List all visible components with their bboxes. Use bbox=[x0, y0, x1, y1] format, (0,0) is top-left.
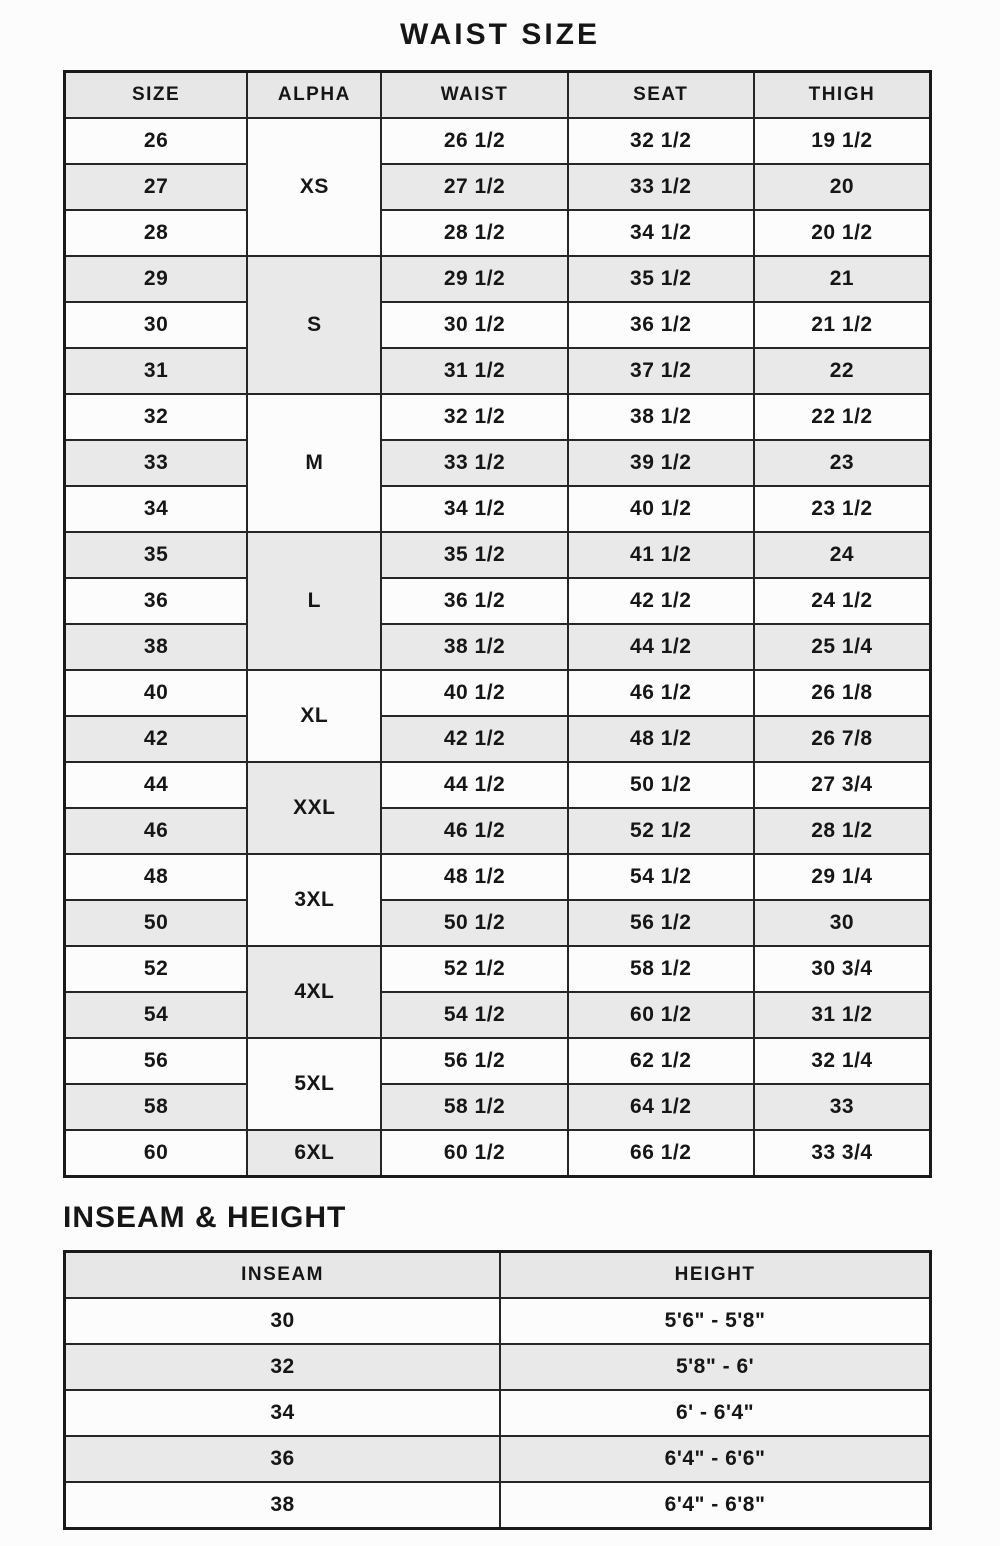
waist-cell: 31 1/2 bbox=[381, 348, 567, 394]
alpha-cell: 4XL bbox=[247, 946, 381, 1038]
waist-cell: 40 1/2 bbox=[381, 670, 567, 716]
thigh-cell: 32 1/4 bbox=[754, 1038, 931, 1084]
inseam-cell: 32 bbox=[65, 1344, 501, 1390]
thigh-cell: 21 bbox=[754, 256, 931, 302]
thigh-cell: 20 1/2 bbox=[754, 210, 931, 256]
alpha-cell: XL bbox=[247, 670, 381, 762]
seat-cell: 38 1/2 bbox=[568, 394, 754, 440]
thigh-cell: 29 1/4 bbox=[754, 854, 931, 900]
header-row bbox=[65, 72, 931, 119]
seat-cell: 42 1/2 bbox=[568, 578, 754, 624]
thigh-cell: 24 1/2 bbox=[754, 578, 931, 624]
height-cell: 5'6" - 5'8" bbox=[500, 1298, 930, 1344]
table-row bbox=[65, 1038, 931, 1084]
alpha-cell: L bbox=[247, 532, 381, 670]
seat-cell: 48 1/2 bbox=[568, 716, 754, 762]
height-cell: 5'8" - 6' bbox=[500, 1344, 930, 1390]
thigh-cell: 27 3/4 bbox=[754, 762, 931, 808]
header-cell-size: SIZE bbox=[65, 72, 248, 119]
table-row bbox=[65, 302, 931, 348]
thigh-cell: 23 bbox=[754, 440, 931, 486]
header-cell-inseam: INSEAM bbox=[65, 1252, 501, 1299]
size-cell: 30 bbox=[65, 302, 248, 348]
height-cell: 6'4" - 6'8" bbox=[500, 1482, 930, 1529]
waist-cell: 32 1/2 bbox=[381, 394, 567, 440]
table-row bbox=[65, 946, 931, 992]
waist-cell: 27 1/2 bbox=[381, 164, 567, 210]
seat-cell: 41 1/2 bbox=[568, 532, 754, 578]
table-row bbox=[65, 1084, 931, 1130]
table-row bbox=[65, 210, 931, 256]
seat-cell: 39 1/2 bbox=[568, 440, 754, 486]
seat-cell: 37 1/2 bbox=[568, 348, 754, 394]
table-row bbox=[65, 808, 931, 854]
size-cell: 54 bbox=[65, 992, 248, 1038]
seat-cell: 32 1/2 bbox=[568, 118, 754, 164]
size-cell: 27 bbox=[65, 164, 248, 210]
seat-cell: 56 1/2 bbox=[568, 900, 754, 946]
waist-cell: 30 1/2 bbox=[381, 302, 567, 348]
thigh-cell: 28 1/2 bbox=[754, 808, 931, 854]
waist-cell: 54 1/2 bbox=[381, 992, 567, 1038]
seat-cell: 35 1/2 bbox=[568, 256, 754, 302]
thigh-cell: 33 3/4 bbox=[754, 1130, 931, 1177]
seat-cell: 52 1/2 bbox=[568, 808, 754, 854]
waist-size-title: WAIST SIZE bbox=[399, 18, 600, 51]
inseam-cell: 36 bbox=[65, 1436, 501, 1482]
thigh-cell: 26 7/8 bbox=[754, 716, 931, 762]
waist-cell: 29 1/2 bbox=[381, 256, 567, 302]
alpha-cell: S bbox=[247, 256, 381, 394]
size-cell: 44 bbox=[65, 762, 248, 808]
inseam-height-table bbox=[63, 1250, 932, 1530]
alpha-cell: 5XL bbox=[247, 1038, 381, 1130]
size-cell: 28 bbox=[65, 210, 248, 256]
table-row bbox=[65, 532, 931, 578]
alpha-cell: 3XL bbox=[247, 854, 381, 946]
table-row bbox=[65, 624, 931, 670]
seat-cell: 44 1/2 bbox=[568, 624, 754, 670]
size-cell: 58 bbox=[65, 1084, 248, 1130]
table-row bbox=[65, 992, 931, 1038]
thigh-cell: 30 3/4 bbox=[754, 946, 931, 992]
height-cell: 6'4" - 6'6" bbox=[500, 1436, 930, 1482]
waist-cell: 60 1/2 bbox=[381, 1130, 567, 1177]
size-cell: 26 bbox=[65, 118, 248, 164]
size-cell: 56 bbox=[65, 1038, 248, 1084]
table-row bbox=[65, 348, 931, 394]
inseam-cell: 30 bbox=[65, 1298, 501, 1344]
inseam-cell: 34 bbox=[65, 1390, 501, 1436]
thigh-cell: 24 bbox=[754, 532, 931, 578]
thigh-cell: 20 bbox=[754, 164, 931, 210]
size-cell: 32 bbox=[65, 394, 248, 440]
header-cell-thigh: THIGH bbox=[754, 72, 931, 119]
table-row bbox=[65, 486, 931, 532]
seat-cell: 58 1/2 bbox=[568, 946, 754, 992]
alpha-cell: M bbox=[247, 394, 381, 532]
thigh-cell: 31 1/2 bbox=[754, 992, 931, 1038]
alpha-cell: XXL bbox=[247, 762, 381, 854]
size-cell: 52 bbox=[65, 946, 248, 992]
seat-cell: 66 1/2 bbox=[568, 1130, 754, 1177]
size-cell: 33 bbox=[65, 440, 248, 486]
table-row bbox=[65, 118, 931, 164]
waist-cell: 38 1/2 bbox=[381, 624, 567, 670]
header-row bbox=[65, 1252, 931, 1299]
waist-cell: 58 1/2 bbox=[381, 1084, 567, 1130]
table-row bbox=[65, 1482, 931, 1529]
size-cell: 34 bbox=[65, 486, 248, 532]
seat-cell: 33 1/2 bbox=[568, 164, 754, 210]
thigh-cell: 21 1/2 bbox=[754, 302, 931, 348]
waist-cell: 28 1/2 bbox=[381, 210, 567, 256]
seat-cell: 60 1/2 bbox=[568, 992, 754, 1038]
table-row bbox=[65, 854, 931, 900]
thigh-cell: 19 1/2 bbox=[754, 118, 931, 164]
alpha-cell: XS bbox=[247, 118, 381, 256]
size-cell: 31 bbox=[65, 348, 248, 394]
waist-cell: 56 1/2 bbox=[381, 1038, 567, 1084]
table-row bbox=[65, 900, 931, 946]
table-row bbox=[65, 670, 931, 716]
table-row bbox=[65, 256, 931, 302]
header-cell-seat: SEAT bbox=[568, 72, 754, 119]
table-row bbox=[65, 1130, 931, 1177]
seat-cell: 36 1/2 bbox=[568, 302, 754, 348]
thigh-cell: 25 1/4 bbox=[754, 624, 931, 670]
height-cell: 6' - 6'4" bbox=[500, 1390, 930, 1436]
waist-cell: 50 1/2 bbox=[381, 900, 567, 946]
thigh-cell: 23 1/2 bbox=[754, 486, 931, 532]
thigh-cell: 22 bbox=[754, 348, 931, 394]
seat-cell: 50 1/2 bbox=[568, 762, 754, 808]
waist-cell: 46 1/2 bbox=[381, 808, 567, 854]
seat-cell: 46 1/2 bbox=[568, 670, 754, 716]
table-row bbox=[65, 1298, 931, 1344]
waist-cell: 48 1/2 bbox=[381, 854, 567, 900]
size-cell: 40 bbox=[65, 670, 248, 716]
size-cell: 46 bbox=[65, 808, 248, 854]
seat-cell: 64 1/2 bbox=[568, 1084, 754, 1130]
size-cell: 50 bbox=[65, 900, 248, 946]
alpha-cell: 6XL bbox=[247, 1130, 381, 1177]
waist-cell: 52 1/2 bbox=[381, 946, 567, 992]
thigh-cell: 33 bbox=[754, 1084, 931, 1130]
size-cell: 48 bbox=[65, 854, 248, 900]
table-row bbox=[65, 1344, 931, 1390]
seat-cell: 34 1/2 bbox=[568, 210, 754, 256]
table-row bbox=[65, 578, 931, 624]
size-cell: 36 bbox=[65, 578, 248, 624]
header-cell-alpha: ALPHA bbox=[247, 72, 381, 119]
thigh-cell: 26 1/8 bbox=[754, 670, 931, 716]
table-row bbox=[65, 716, 931, 762]
header-cell-waist: WAIST bbox=[381, 72, 567, 119]
waist-size-table bbox=[63, 70, 932, 1178]
thigh-cell: 30 bbox=[754, 900, 931, 946]
size-cell: 42 bbox=[65, 716, 248, 762]
inseam-height-title: INSEAM & HEIGHT bbox=[63, 1201, 347, 1234]
size-cell: 35 bbox=[65, 532, 248, 578]
table-row bbox=[65, 394, 931, 440]
seat-cell: 62 1/2 bbox=[568, 1038, 754, 1084]
waist-cell: 44 1/2 bbox=[381, 762, 567, 808]
waist-cell: 36 1/2 bbox=[381, 578, 567, 624]
thigh-cell: 22 1/2 bbox=[754, 394, 931, 440]
table-row bbox=[65, 440, 931, 486]
inseam-cell: 38 bbox=[65, 1482, 501, 1529]
table-row bbox=[65, 1390, 931, 1436]
table-row bbox=[65, 164, 931, 210]
waist-cell: 26 1/2 bbox=[381, 118, 567, 164]
waist-cell: 35 1/2 bbox=[381, 532, 567, 578]
seat-cell: 40 1/2 bbox=[568, 486, 754, 532]
waist-cell: 33 1/2 bbox=[381, 440, 567, 486]
size-cell: 29 bbox=[65, 256, 248, 302]
waist-cell: 42 1/2 bbox=[381, 716, 567, 762]
header-cell-height: HEIGHT bbox=[500, 1252, 930, 1299]
size-cell: 60 bbox=[65, 1130, 248, 1177]
seat-cell: 54 1/2 bbox=[568, 854, 754, 900]
size-cell: 38 bbox=[65, 624, 248, 670]
waist-cell: 34 1/2 bbox=[381, 486, 567, 532]
table-row bbox=[65, 762, 931, 808]
table-row bbox=[65, 1436, 931, 1482]
